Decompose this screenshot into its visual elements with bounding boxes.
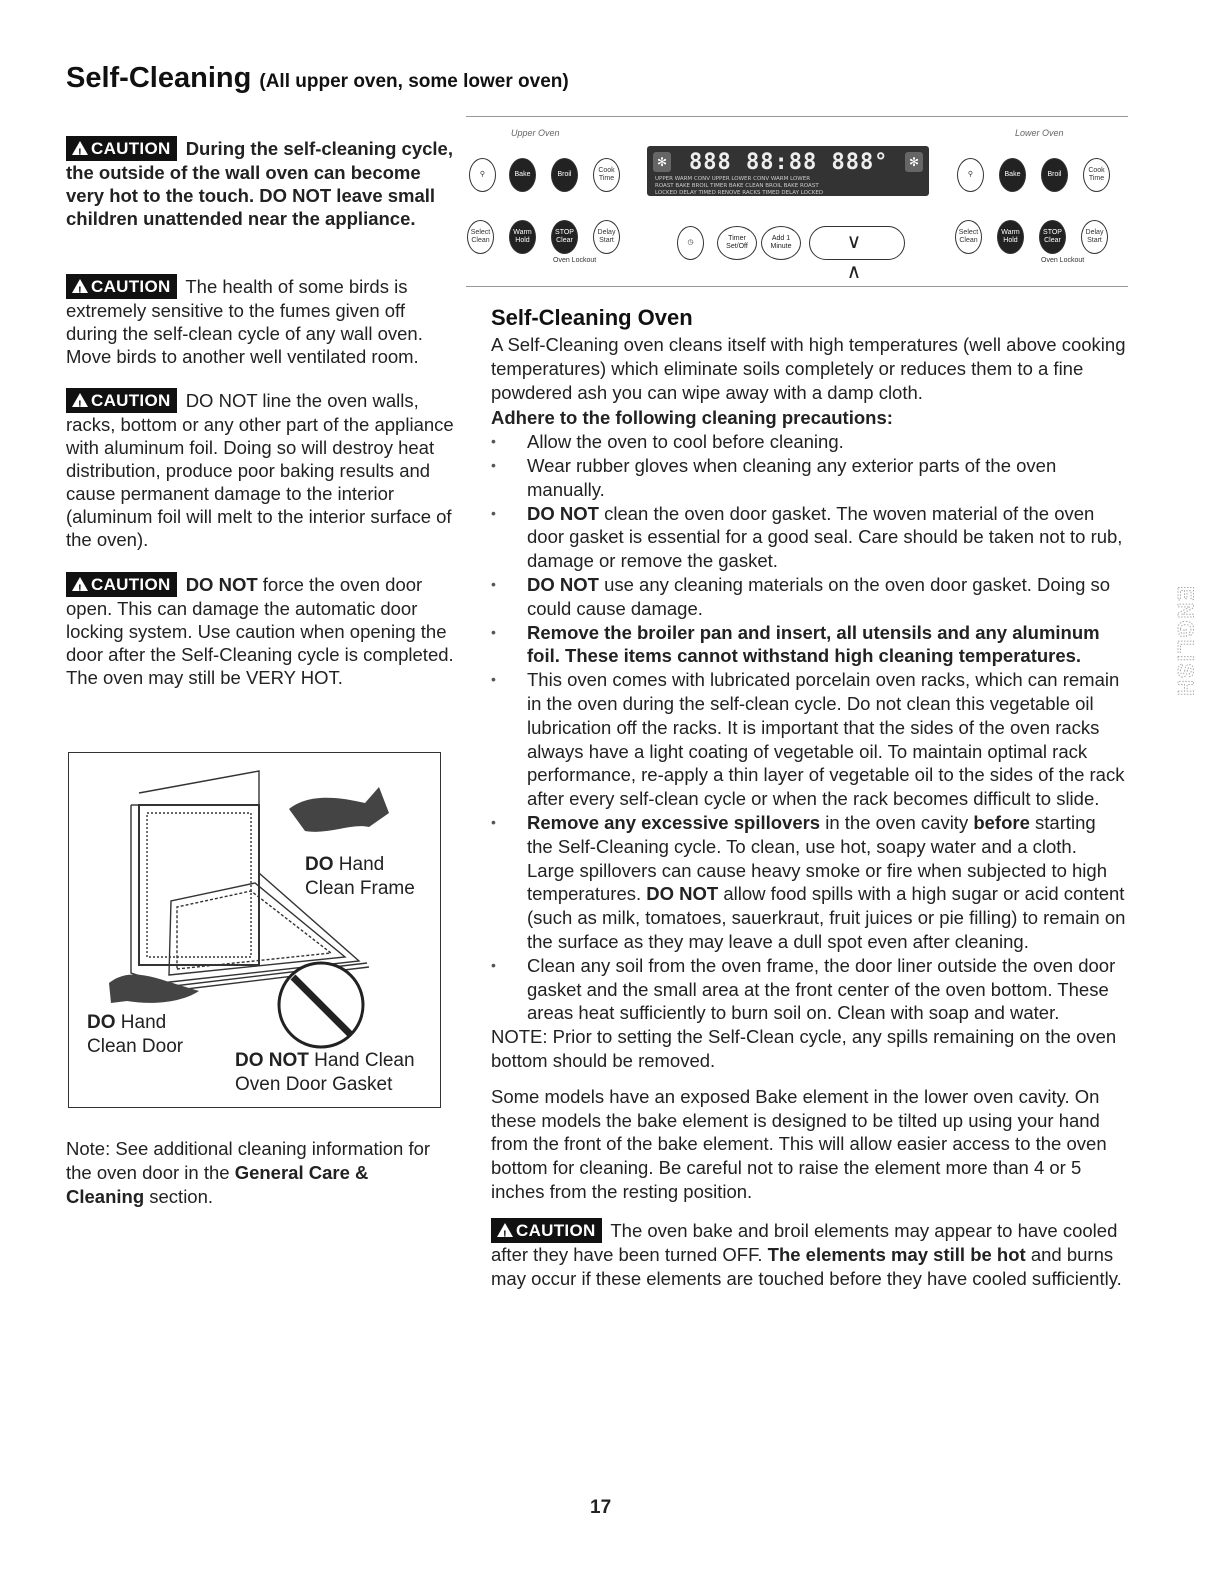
caution-block-1 xyxy=(66,136,460,230)
warning-icon xyxy=(72,393,88,407)
caution-block-3 xyxy=(66,388,460,551)
stop-clear-button-upper: STOP Clear xyxy=(551,220,578,254)
warning-icon xyxy=(72,577,88,591)
caution-badge: !CAUTION xyxy=(491,1218,602,1244)
caution-block-4 xyxy=(66,572,460,689)
cook-time-button-lower: Cook Time xyxy=(1083,158,1110,192)
broil-button-lower: Broil xyxy=(1041,158,1068,192)
fan-icon: ✻ xyxy=(653,152,671,172)
fan-icon: ✻ xyxy=(905,152,923,172)
cook-time-button-upper: Cook Time xyxy=(593,158,620,192)
page-title xyxy=(66,62,569,95)
timer-set-off-button: Timer Set/Off xyxy=(717,226,757,260)
precautions-heading: Adhere to the following cleaning precautions: xyxy=(491,407,893,429)
warning-icon xyxy=(497,1223,513,1237)
warm-hold-button-upper: Warm Hold xyxy=(509,220,536,254)
title-main: Self-Cleaning xyxy=(66,62,252,94)
light-button-icon: ⚲ xyxy=(469,158,496,192)
right-column-body xyxy=(491,333,1126,1291)
frame-label: DO Hand Clean Frame xyxy=(305,854,415,899)
warning-icon xyxy=(72,279,88,293)
caution-badge: !CAUTION xyxy=(66,136,177,161)
oven-lockout-label-upper: Oven Lockout xyxy=(553,257,597,264)
warm-hold-button-lower: Warm Hold xyxy=(997,220,1024,254)
broil-button-upper: Broil xyxy=(551,158,578,192)
top-rule xyxy=(466,116,1128,117)
door-label: DO Hand Clean Door xyxy=(87,1012,184,1057)
oven-display xyxy=(647,146,929,196)
display-row-1: UPPER WARM CONV UPPER LOWER CONV WARM LOWER xyxy=(655,176,811,182)
oven-cleaning-illustration xyxy=(68,752,441,1108)
list-item: • Wear rubber gloves when cleaning any exterior parts of the oven manually. xyxy=(491,454,1126,502)
bake-element-paragraph: Some models have an exposed Bake element in the lower oven cavity. On these models the bake element is designed to be tilted up using your hand from the front of the bake element. This will allow easier access to the oven bottom for cleaning. Be careful not to raise the element more than 4 or 5 inches from the resting position. xyxy=(491,1085,1107,1202)
caution-text: During the self-cleaning cycle, the outside of the wall oven can become very hot to the touch. DO NOT leave small children unattended near the appliance. xyxy=(66,138,453,229)
caution-badge: !CAUTION xyxy=(66,274,177,299)
caution-text: force the oven door open. This can damage the automatic door locking system. Use caution when opening the door after the Self-Cleaning cycle is completed. The oven may still be VERY HOT. xyxy=(66,574,454,688)
control-panel-diagram xyxy=(455,128,1135,283)
display-row-3: LOCKED DELAY TIMED RENOVE RACKS TIMED DELAY LOCKED xyxy=(655,190,824,196)
stop-clear-button-lower: STOP Clear xyxy=(1039,220,1066,254)
up-down-arrow-keys: ∨ ∧ xyxy=(809,226,905,260)
caution-emphasis: DO NOT xyxy=(185,574,258,595)
caution-text: The health of some birds is extremely sensitive to the fumes given off during the self-clean cycle of any wall oven. Move birds to another well ventilated room. xyxy=(66,276,423,367)
upper-oven-label: Upper Oven xyxy=(511,128,560,138)
select-clean-button-lower: Select Clean xyxy=(955,220,982,254)
list-item: • Remove any excessive spillovers in the oven cavity before starting the Self-Cleaning cycle. To clean, use hot, soapy water and a cloth. Large spillovers can cause heavy smoke or fire when subjected to high temperatures. DO NOT allow food spills with a high sugar or acid content (such as milk, tomatoes, sauerkraut, fruit juices or pie filling) to remain on the surface as they may leave a dull spot even after cleaning. xyxy=(491,811,1126,954)
oven-lockout-label-lower: Oven Lockout xyxy=(1041,257,1085,264)
delay-start-button-upper: Delay Start xyxy=(593,220,620,254)
page-number: 17 xyxy=(590,1497,612,1518)
list-item: • Remove the broiler pan and insert, all utensils and any aluminum foil. These items cannot withstand high cleaning temperatures. xyxy=(491,621,1126,669)
clock-button-icon: ◷ xyxy=(677,226,704,260)
display-row-2: ROAST BAKE BROIL TIMER BAKE CLEAN BROIL BAKE ROAST xyxy=(655,183,819,189)
list-item: • Allow the oven to cool before cleaning. xyxy=(491,430,1126,454)
list-item: • Clean any soil from the oven frame, the door liner outside the oven door gasket and the small area at the front center of the oven bottom. These areas heat sufficiently to burn soil on. Clean with soap and water. xyxy=(491,954,1126,1025)
select-clean-button-upper: Select Clean xyxy=(467,220,494,254)
light-button-icon: ⚲ xyxy=(957,158,984,192)
caution-text: DO NOT line the oven walls, racks, bottom or any other part of the appliance with aluminum foil. Doing so will destroy heat distribution, produce poor baking results and cause permanent damage to the interior (aluminum foil will melt to the interior surface of the oven). xyxy=(66,390,454,550)
panel-rule xyxy=(466,286,1128,287)
note-prior-self-clean: NOTE: Prior to setting the Self-Clean cycle, any spills remaining on the oven bottom should be removed. xyxy=(491,1026,1117,1071)
display-digits: 888 88:88 888° xyxy=(689,150,889,175)
warning-icon xyxy=(72,141,88,155)
intro-paragraph: A Self-Cleaning oven cleans itself with high temperatures (well above cooking temperatures) which eliminate soils completely or reduces them to a fine powdered ash you can wipe away with a damp cloth. xyxy=(491,334,1126,403)
note-paragraph: Note: See additional cleaning information for the oven door in the General Care & Cleaning section. xyxy=(66,1138,431,1207)
title-subtitle: (All upper oven, some lower oven) xyxy=(259,71,569,92)
lower-oven-label: Lower Oven xyxy=(1015,128,1064,138)
caution-block-2 xyxy=(66,274,460,368)
precautions-list xyxy=(491,430,1126,1025)
caution-badge: !CAUTION xyxy=(66,388,177,413)
caution-badge: !CAUTION xyxy=(66,572,177,597)
language-side-tab xyxy=(1152,582,1198,722)
svg-text:ENGLISH: ENGLISH xyxy=(1173,586,1198,698)
bake-button-lower: Bake xyxy=(999,158,1026,192)
add-one-minute-button: Add 1 Minute xyxy=(761,226,801,260)
list-item: • DO NOT use any cleaning materials on the oven door gasket. Doing so could cause damage. xyxy=(491,573,1126,621)
list-item: • DO NOT clean the oven door gasket. The woven material of the oven door gasket is essential for a good seal. Care should be taken not to rub, damage or remove the gasket. xyxy=(491,502,1126,573)
delay-start-button-lower: Delay Start xyxy=(1081,220,1108,254)
section-heading: Self-Cleaning Oven xyxy=(491,305,693,330)
gasket-label: DO NOT Hand Clean Oven Door Gasket xyxy=(235,1050,415,1095)
caution-block-5: !CAUTION The oven bake and broil elements may appear to have cooled after they have been turned OFF. The elements may still be hot and burns may occur if these elements are touched before they have cooled sufficiently. xyxy=(491,1218,1126,1291)
bake-button-upper: Bake xyxy=(509,158,536,192)
list-item: • This oven comes with lubricated porcelain oven racks, which can remain in the oven during the self-clean cycle. Do not clean this vegetable oil lubrication off the racks. It is important that the sides of the oven racks always have a light coating of vegetable oil. To maintain optimal rack performance, re-apply a thin layer of vegetable oil to the sides of the rack after every self-clean cycle or when the rack becomes difficult to slide. xyxy=(491,668,1126,811)
